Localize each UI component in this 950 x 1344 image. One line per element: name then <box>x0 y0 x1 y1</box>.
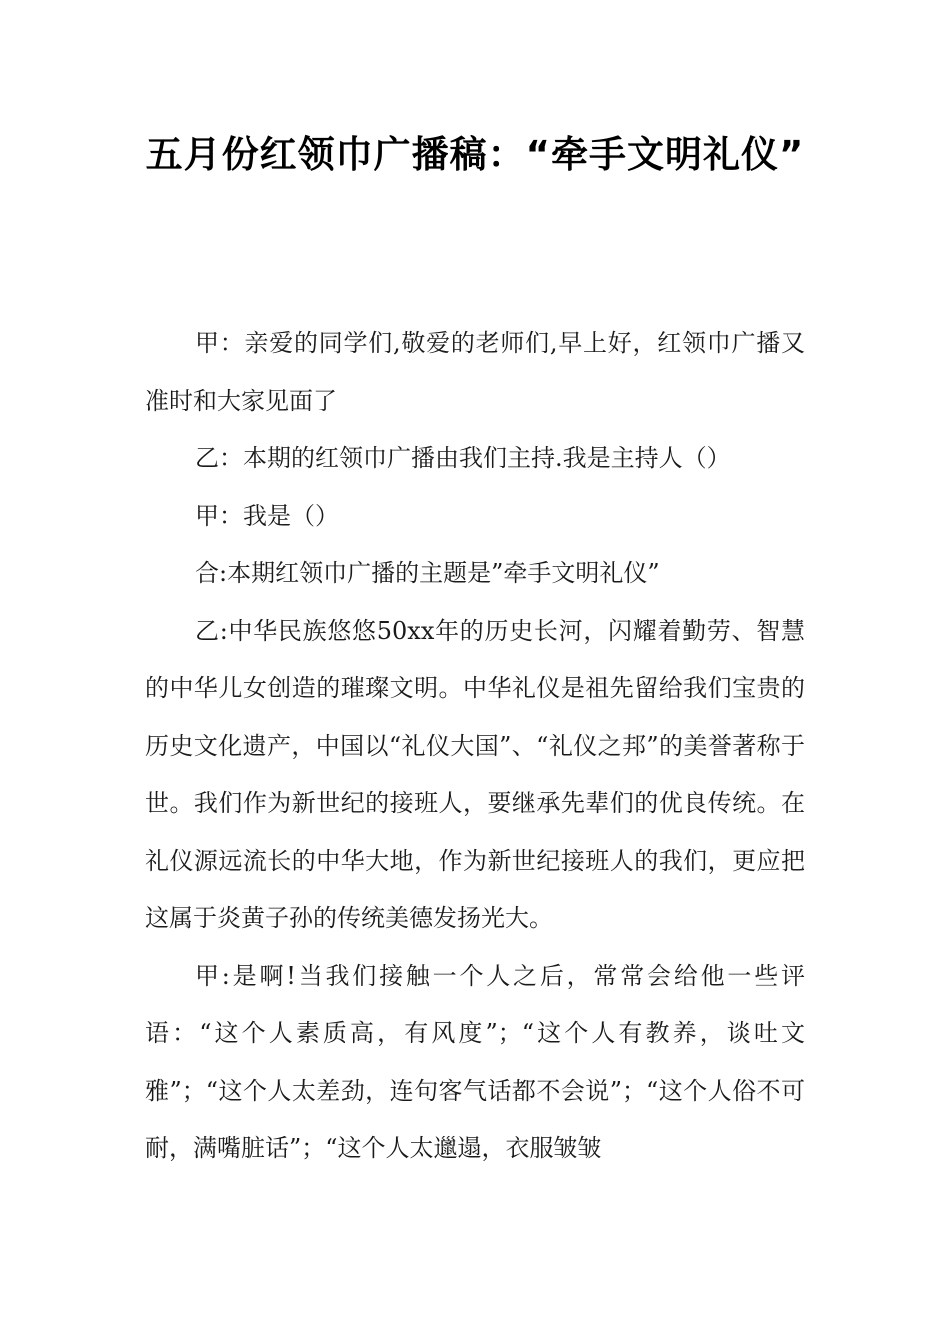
document-body <box>145 315 805 1178</box>
document-title: 五月份红领巾广播稿：“牵手文明礼仪” <box>145 133 805 176</box>
paragraph: 甲：我是（） <box>195 501 339 530</box>
paragraph: 乙:中华民族悠悠50xx年的历史长河，闪耀着勤劳、智慧的中华儿女创造的璀璨文明。中华礼仪是祖先留给我们宝贵的历史文化遗产，中国以“礼仪大国”、“礼仪之邦”的美誉著称于世。我们作为新世纪的接班人，要继承先辈们的优良传统。在礼仪源远流长的中华大地，作为新世纪接班人的我们，更应把这属于炎黄子孙的传统美德发扬光大。 <box>145 616 805 932</box>
paragraph: 乙：本期的红领巾广播由我们主持.我是主持人（） <box>195 444 731 472</box>
paragraph: 甲：亲爱的同学们,敬爱的老师们,早上好，红领巾广播又准时和大家见面了 <box>145 329 805 415</box>
paragraph: 合:本期红领巾广播的主题是”牵手文明礼仪” <box>195 559 660 587</box>
paragraph: 甲:是啊!当我们接触一个人之后，常常会给他一些评语：“这个人素质高，有风度”；“这个人有教养，谈吐文雅”；“这个人太差劲，连句客气话都不会说”；“这个人俗不可耐，满嘴脏话”；“这个人太邋遢，衣服皱皱 <box>145 961 805 1162</box>
